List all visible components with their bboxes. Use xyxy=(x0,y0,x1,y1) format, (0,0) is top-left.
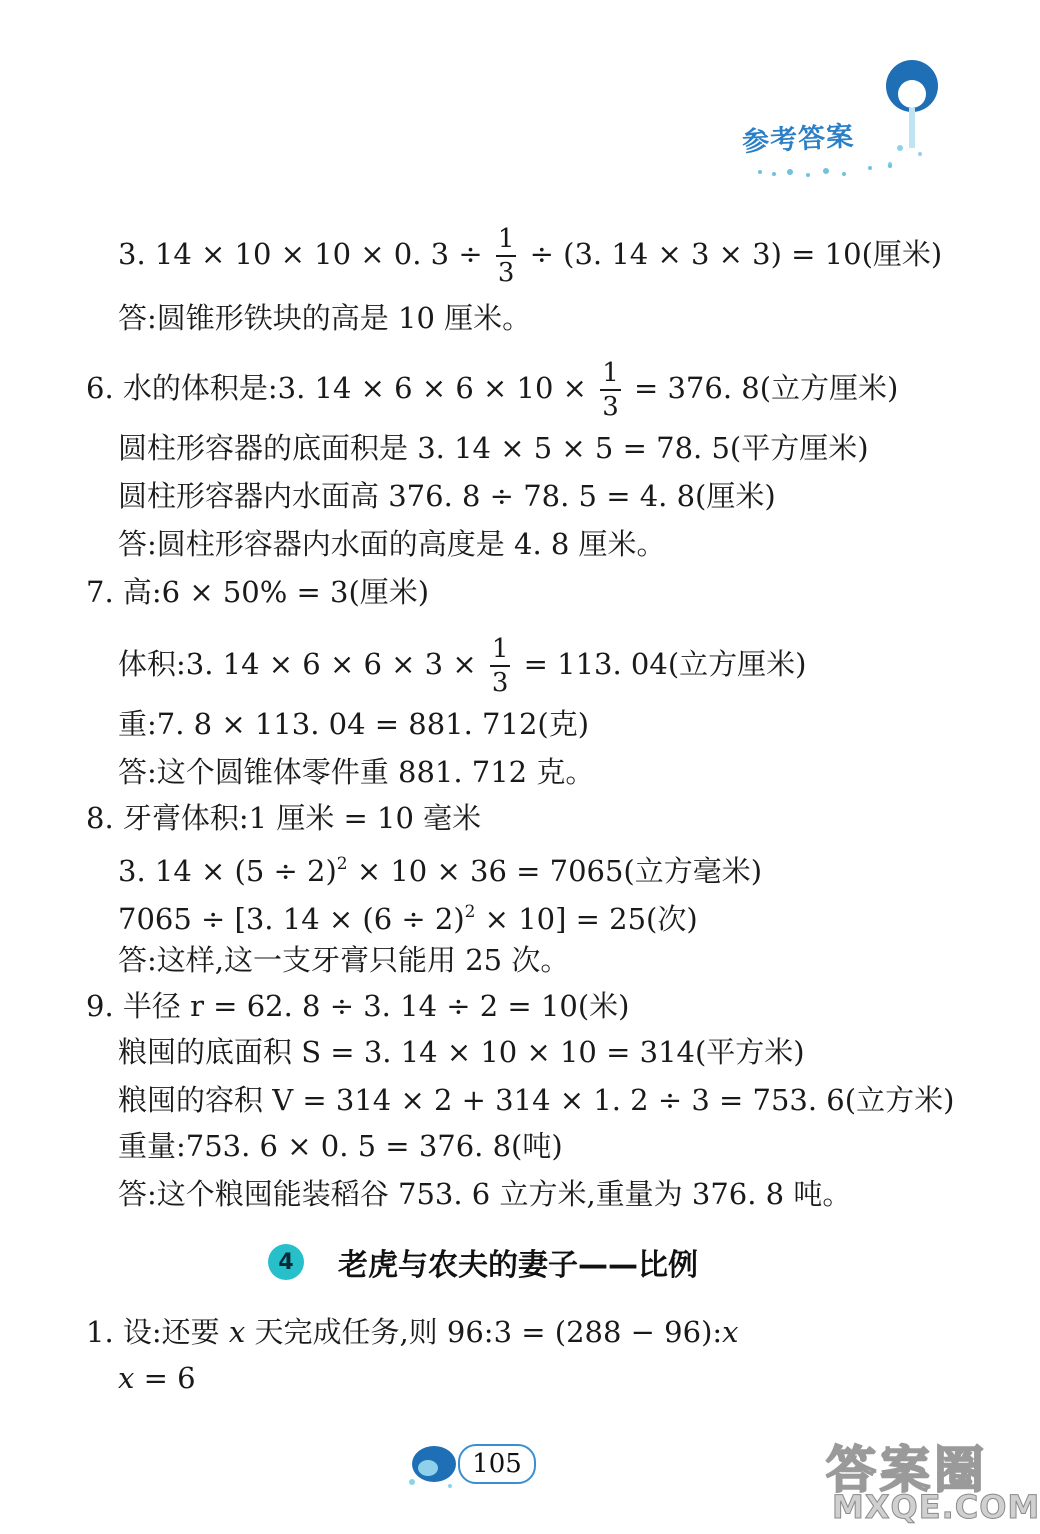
expr-part: 3. 14 × 10 × 10 × 0. 3 ÷ xyxy=(118,237,492,271)
answer-line-6: 答:圆柱形容器内水面的高度是 4. 8 厘米。 xyxy=(118,527,666,561)
question-7-line: 7. 高:6 × 50% = 3(厘米) xyxy=(86,575,430,609)
calc-line-12 xyxy=(118,846,762,889)
watermark-logo: 答案圈 xyxy=(826,1441,988,1499)
expr-part: = 6 xyxy=(134,1361,196,1395)
section-heading xyxy=(268,1240,698,1284)
answer-line-9: 答:这个粮囤能装稻谷 753. 6 立方米,重量为 376. 8 吨。 xyxy=(118,1177,852,1211)
calc-line-13 xyxy=(118,894,698,937)
numerator: 1 xyxy=(491,634,509,664)
header-title: 参考答案 xyxy=(741,121,855,158)
expr-part: × 10] = 25(次) xyxy=(475,902,698,936)
expr-part: ÷ (3. 14 × 3 × 3) = 10(厘米) xyxy=(520,237,943,271)
expr-part: 7065 ÷ [3. 14 × (6 ÷ 2) xyxy=(118,902,465,936)
answer-line-1: 答:圆锥形铁块的高是 10 厘米。 xyxy=(118,301,532,335)
fraction xyxy=(496,226,517,286)
calc-line-18: 重量:753. 6 × 0. 5 = 376. 8(吨) xyxy=(118,1129,563,1163)
watermark-url: MXQE.COM xyxy=(832,1488,1040,1526)
answer-line-8: 答:这样,这一支牙膏只能用 25 次。 xyxy=(118,943,570,977)
calc-line-17: 粮囤的容积 V = 314 × 2 + 314 × 1. 2 ÷ 3 = 753. 6(立方米) xyxy=(118,1083,955,1117)
section-number-badge: 4 xyxy=(268,1244,304,1280)
question-6-line xyxy=(86,360,898,420)
header-dots-decoration xyxy=(740,160,920,180)
calc-line-5: 圆柱形容器内水面高 376. 8 ÷ 78. 5 = 4. 8(厘米) xyxy=(118,479,776,513)
expr-part: 3. 14 × (5 ÷ 2) xyxy=(118,854,337,888)
calc-line-16: 粮囤的底面积 S = 3. 14 × 10 × 10 = 314(平方米) xyxy=(118,1035,805,1069)
question-8-line: 8. 牙膏体积:1 厘米 = 10 毫米 xyxy=(86,801,482,835)
solution-line xyxy=(118,1360,196,1396)
expr-part: = 376. 8(立方厘米) xyxy=(624,371,899,405)
denominator: 3 xyxy=(491,668,509,698)
page-number: 105 xyxy=(458,1444,536,1484)
numerator: 1 xyxy=(497,224,515,254)
watermark xyxy=(818,1430,1040,1530)
exponent: 2 xyxy=(336,854,348,874)
expr-part: = 113. 04(立方厘米) xyxy=(514,647,807,681)
denominator: 3 xyxy=(602,392,619,422)
fraction xyxy=(600,360,621,420)
calc-line-4: 圆柱形容器的底面积是 3. 14 × 5 × 5 = 78. 5(平方厘米) xyxy=(118,431,869,465)
variable: x xyxy=(722,1315,739,1349)
expr-part: 1. 设:还要 xyxy=(86,1315,229,1349)
question-9-line: 9. 半径 r = 62. 8 ÷ 3. 14 ÷ 2 = 10(米) xyxy=(86,989,630,1023)
calc-line-8 xyxy=(118,636,806,696)
answer-line-7: 答:这个圆锥体零件重 881. 712 克。 xyxy=(118,755,595,789)
expr-part: × 10 × 36 = 7065(立方毫米) xyxy=(347,854,763,888)
variable: x xyxy=(228,1315,246,1349)
calc-line-1 xyxy=(118,226,942,286)
calc-line-9: 重:7. 8 × 113. 04 = 881. 712(克) xyxy=(118,707,590,741)
expr-part: 6. 水的体积是:3. 14 × 6 × 6 × 10 × xyxy=(86,371,597,405)
denominator: 3 xyxy=(497,258,515,288)
section-title: 老虎与农夫的妻子——比例 xyxy=(338,1248,698,1283)
fraction xyxy=(490,636,511,696)
variable: x xyxy=(118,1361,135,1395)
expr-part: 天完成任务,则 96:3 = (288 − 96): xyxy=(245,1315,723,1349)
question-1-line xyxy=(86,1314,739,1350)
exponent: 2 xyxy=(464,902,476,922)
numerator: 1 xyxy=(602,358,619,388)
expr-part: 体积:3. 14 × 6 × 6 × 3 × xyxy=(118,647,486,681)
